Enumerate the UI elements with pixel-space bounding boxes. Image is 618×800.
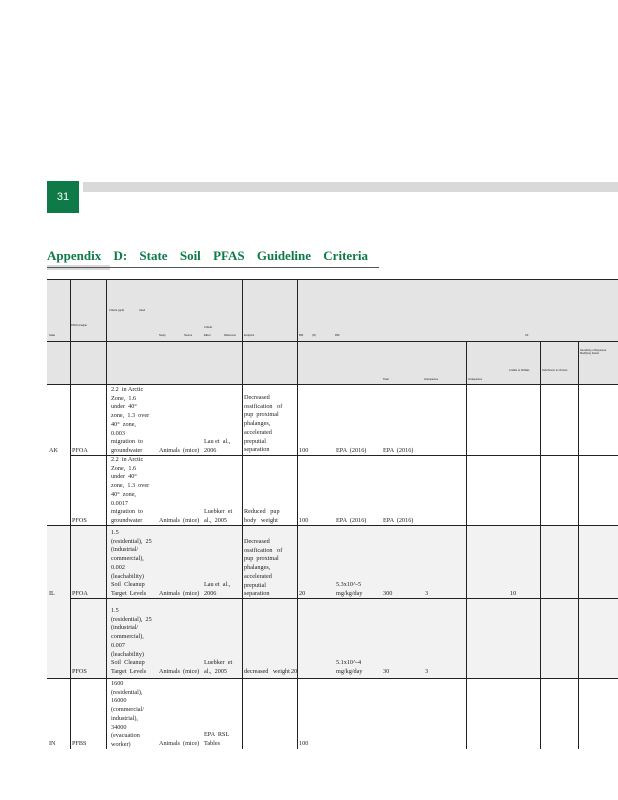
cell-interspecies: 3 [425,668,429,675]
cell-reference: Luebker et al., 2005 [204,659,233,675]
col-rule-3 [242,279,243,749]
cell-total: EPA (2016) [383,517,414,524]
cell-state: IN [49,740,56,747]
cell-endpoint: Decreased ossification of pup proximal phalanges, accelerated preputial separation [244,538,283,598]
cell-criteria: 2.2 in Arctic Zone, 1.6 under 40° zone, 1.3 over 40° zone, 0.0017 migration to groundwater [111,456,150,524]
title-word-guideline: Guideline [256,248,312,263]
cell-pfas: PFBS [72,740,87,747]
hdr-state: State [49,334,56,337]
cell-reference: Lau et al., 2006 [204,438,231,454]
hdr-rfd: RfD [335,334,340,337]
hdr-modifying: Sensitivity of Exposure Modifying Factor [580,349,607,355]
title-letter: D: [113,248,128,263]
cell-endpoint: Reduced pup body weight [244,508,280,524]
hdr-endpoint: Endpoint [244,334,255,337]
cell-total: 30 [383,668,390,675]
cell-rfd: 5.3x10^-5 mg/kg/day [336,581,363,597]
hdr-criteria: Criteria (ppb) [109,309,125,312]
cell-interspecies: 3 [425,590,429,597]
title-appendix: Appendix [47,248,102,263]
cell-rfd: EPA (2016) [336,517,367,524]
cell-state: AK [49,447,58,454]
cell-total: 300 [383,590,393,597]
cell-pfas: PFOA [72,447,88,454]
cell-bw: 20 [291,668,298,675]
hdr-used: Used [139,309,146,312]
cell-state: IL [49,590,55,597]
page-number-badge [47,181,79,213]
hdr-total: Total [383,378,389,381]
cell-criteria: 1.5 (residential), 25 (industrial/ commercial), 0.007 (leachability) Soil Cleanup Target Levels [111,607,152,675]
appendix-title [47,248,368,264]
page-number: 31 [56,191,70,203]
col-rule-6 [540,341,541,749]
cell-pfas: PFOS [72,517,87,524]
hdr-uf: UF [525,334,529,337]
cell-rfd: EPA (2016) [336,447,367,454]
title-underline [47,267,379,268]
hdr-bw: BW [299,334,304,337]
cell-bw: 100 [299,447,309,454]
hdr-pct: (%) [312,334,317,337]
col-rule-2 [106,279,107,749]
hdr-intraspecies: Intraspecies [468,378,482,381]
title-word-soil: Soil [179,248,201,263]
cell-rfd: 5.1x10^-4 mg/kg/day [336,659,363,675]
cell-species: Animals (mice) [159,590,200,597]
col-rule-5 [466,341,467,749]
cell-species: Animals (mice) [159,740,200,747]
col-rule-1 [70,279,71,749]
rule-row-4 [47,678,618,679]
cell-bw: 100 [299,740,309,747]
soil-criteria-table [47,279,618,749]
cell-reference: Lau et al., 2006 [204,581,231,597]
title-word-state: State [139,248,168,263]
cell-reference: EPA RSL Tables [204,731,230,747]
hdr-loael: LOAEL to NOAEL [509,369,530,372]
header-row-2 [47,341,618,384]
hdr-study: Study [159,334,166,337]
header-row-1 [47,279,618,341]
cell-endpoint: decreased weight [244,668,290,675]
rule-top [47,279,618,280]
title-word-pfas: PFAS [213,248,245,263]
cell-bw: 100 [299,517,309,524]
cell-species: Animals (mice) [159,668,200,675]
hdr-source: Source [184,334,193,337]
rule-header-1 [47,341,618,342]
cell-pfas: PFOS [72,668,87,675]
hdr-critical: Critical [204,326,212,329]
cell-criteria: 2.2 in Arctic Zone, 1.6 under 40° zone, 1.3 over 40° zone, 0.003 migration to groundwater [111,386,150,454]
hdr-effect: Effect [204,334,211,337]
cell-bw: 20 [299,590,306,597]
hdr-interspecies: Interspecies [424,378,438,381]
col-rule-4 [297,279,298,749]
hdr-pfas: PFAS Analyte [71,324,87,327]
rule-header-2 [47,384,618,385]
cell-reference: Luebker et al., 2005 [204,508,233,524]
hdr-reference: Reference [224,334,236,337]
hdr-subchronic: Subchronic to Chronic [542,369,568,372]
cell-criteria: 1.5 (residential), 25 (industrial/ commercial), 0.002 (leachability) Soil Cleanup Target Levels [111,529,152,597]
cell-endpoint: Decreased ossification of pup proximal phalanges, accelerated preputial separation [244,394,283,454]
cell-subchronic: 10 [510,590,517,597]
cell-total: EPA (2016) [383,447,414,454]
title-word-criteria: Criteria [323,248,369,263]
col-rule-7 [578,341,579,749]
cell-pfas: PFOA [72,590,88,597]
cell-species: Animals (mice) [159,517,200,524]
cell-criteria: 1600 (residential), 16000 (commercial/ industrial), 34000 (evacuation worker) [111,680,144,748]
cell-species: Animals (mice) [159,447,200,454]
header-gray-bar [83,182,618,192]
